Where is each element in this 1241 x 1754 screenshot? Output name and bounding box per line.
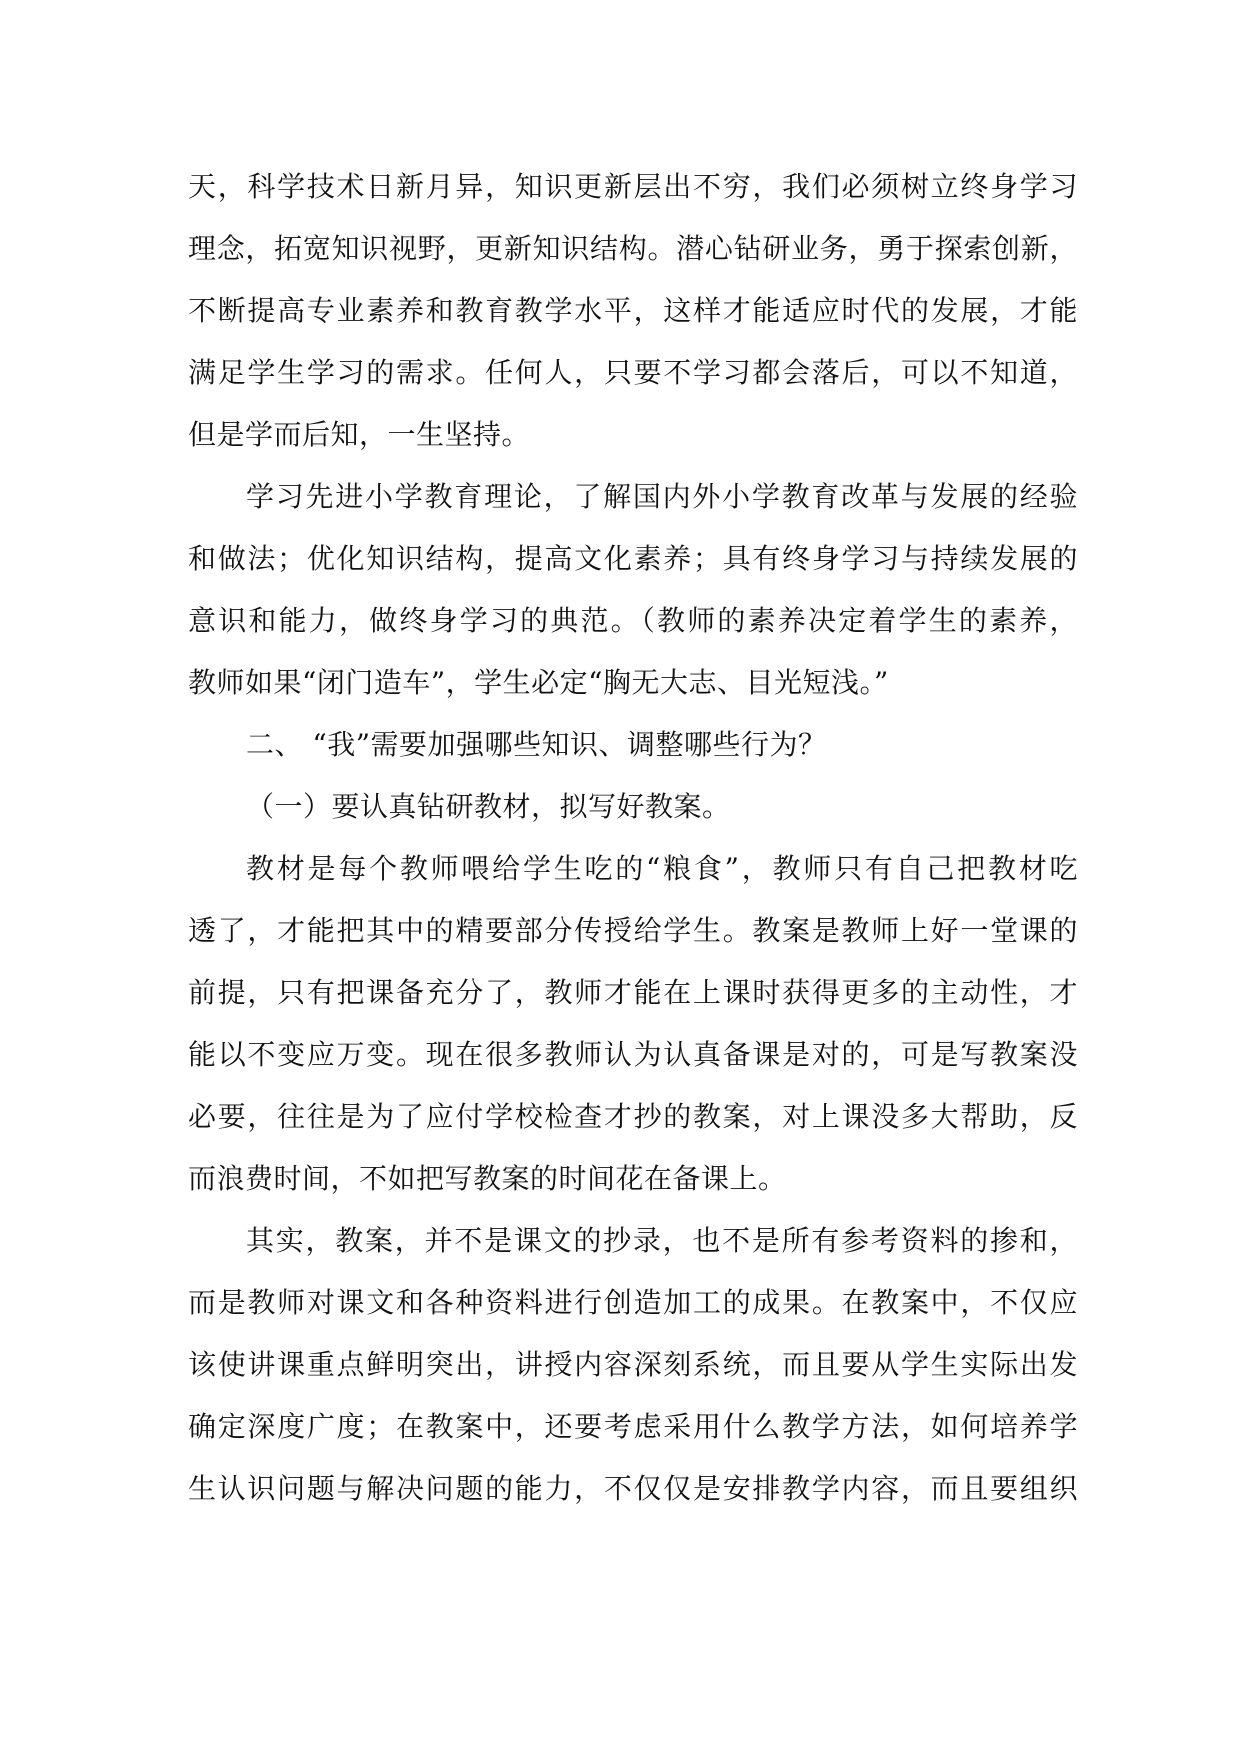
text-line: 天，科学技术日新月异，知识更新层出不穷，我们必须树立终身学习 bbox=[188, 170, 1078, 203]
text-line: 学习先进小学教育理论，了解国内外小学教育改革与发展的经验 bbox=[246, 480, 1078, 513]
paragraph bbox=[188, 838, 1078, 1210]
paragraph bbox=[188, 1210, 1078, 1520]
text-line: 不断提高专业素养和教育教学水平，这样才能适应时代的发展，才能 bbox=[188, 294, 1078, 327]
paragraph bbox=[188, 466, 1078, 714]
text-line: 和做法；优化知识结构，提高文化素养；具有终身学习与持续发展的 bbox=[188, 542, 1078, 575]
subheading-line: （一）要认真钻研教材，拟写好教案。 bbox=[246, 790, 731, 823]
text-line: 能以不变应万变。现在很多教师认为认真备课是对的，可是写教案没 bbox=[188, 1038, 1078, 1071]
paragraph bbox=[188, 156, 1078, 466]
text-line: 该使讲课重点鲜明突出，讲授内容深刻系统，而且要从学生实际出发 bbox=[188, 1348, 1078, 1381]
text-line: 而浪费时间，不如把写教案的时间花在备课上。 bbox=[188, 1162, 787, 1195]
text-line: 满足学生学习的需求。任何人，只要不学习都会落后，可以不知道， bbox=[188, 356, 1078, 389]
heading-line: 二、 “我”需要加强哪些知识、调整哪些行为？ bbox=[246, 728, 827, 761]
text-line: 而是教师对课文和各种资料进行创造加工的成果。在教案中，不仅应 bbox=[188, 1286, 1078, 1319]
text-line: 前提，只有把课备充分了，教师才能在上课时获得更多的主动性，才 bbox=[188, 976, 1078, 1009]
subsection-heading bbox=[188, 776, 1078, 838]
text-line: 其实，教案，并不是课文的抄录，也不是所有参考资料的掺和， bbox=[246, 1224, 1078, 1257]
document-body bbox=[188, 156, 1078, 1520]
text-line: 必要，往往是为了应付学校检查才抄的教案，对上课没多大帮助，反 bbox=[188, 1100, 1078, 1133]
text-line: 理念，拓宽知识视野，更新知识结构。潜心钻研业务，勇于探索创新， bbox=[188, 232, 1078, 265]
text-line: 但是学而后知，一生坚持。 bbox=[188, 418, 531, 451]
text-line: 意识和能力，做终身学习的典范。（教师的素养决定着学生的素养， bbox=[188, 604, 1078, 637]
text-line: 生认识问题与解决问题的能力，不仅仅是安排教学内容，而且要组织 bbox=[188, 1472, 1078, 1505]
text-line: 确定深度广度；在教案中，还要考虑采用什么教学方法，如何培养学 bbox=[188, 1410, 1078, 1443]
text-line: 教师如果“闭门造车”，学生必定“胸无大志、目光短浅。” bbox=[188, 666, 889, 699]
text-line: 教材是每个教师喂给学生吃的“粮食”，教师只有自己把教材吃 bbox=[246, 852, 1078, 885]
section-heading bbox=[188, 714, 1078, 776]
text-line: 透了，才能把其中的精要部分传授给学生。教案是教师上好一堂课的 bbox=[188, 914, 1078, 947]
